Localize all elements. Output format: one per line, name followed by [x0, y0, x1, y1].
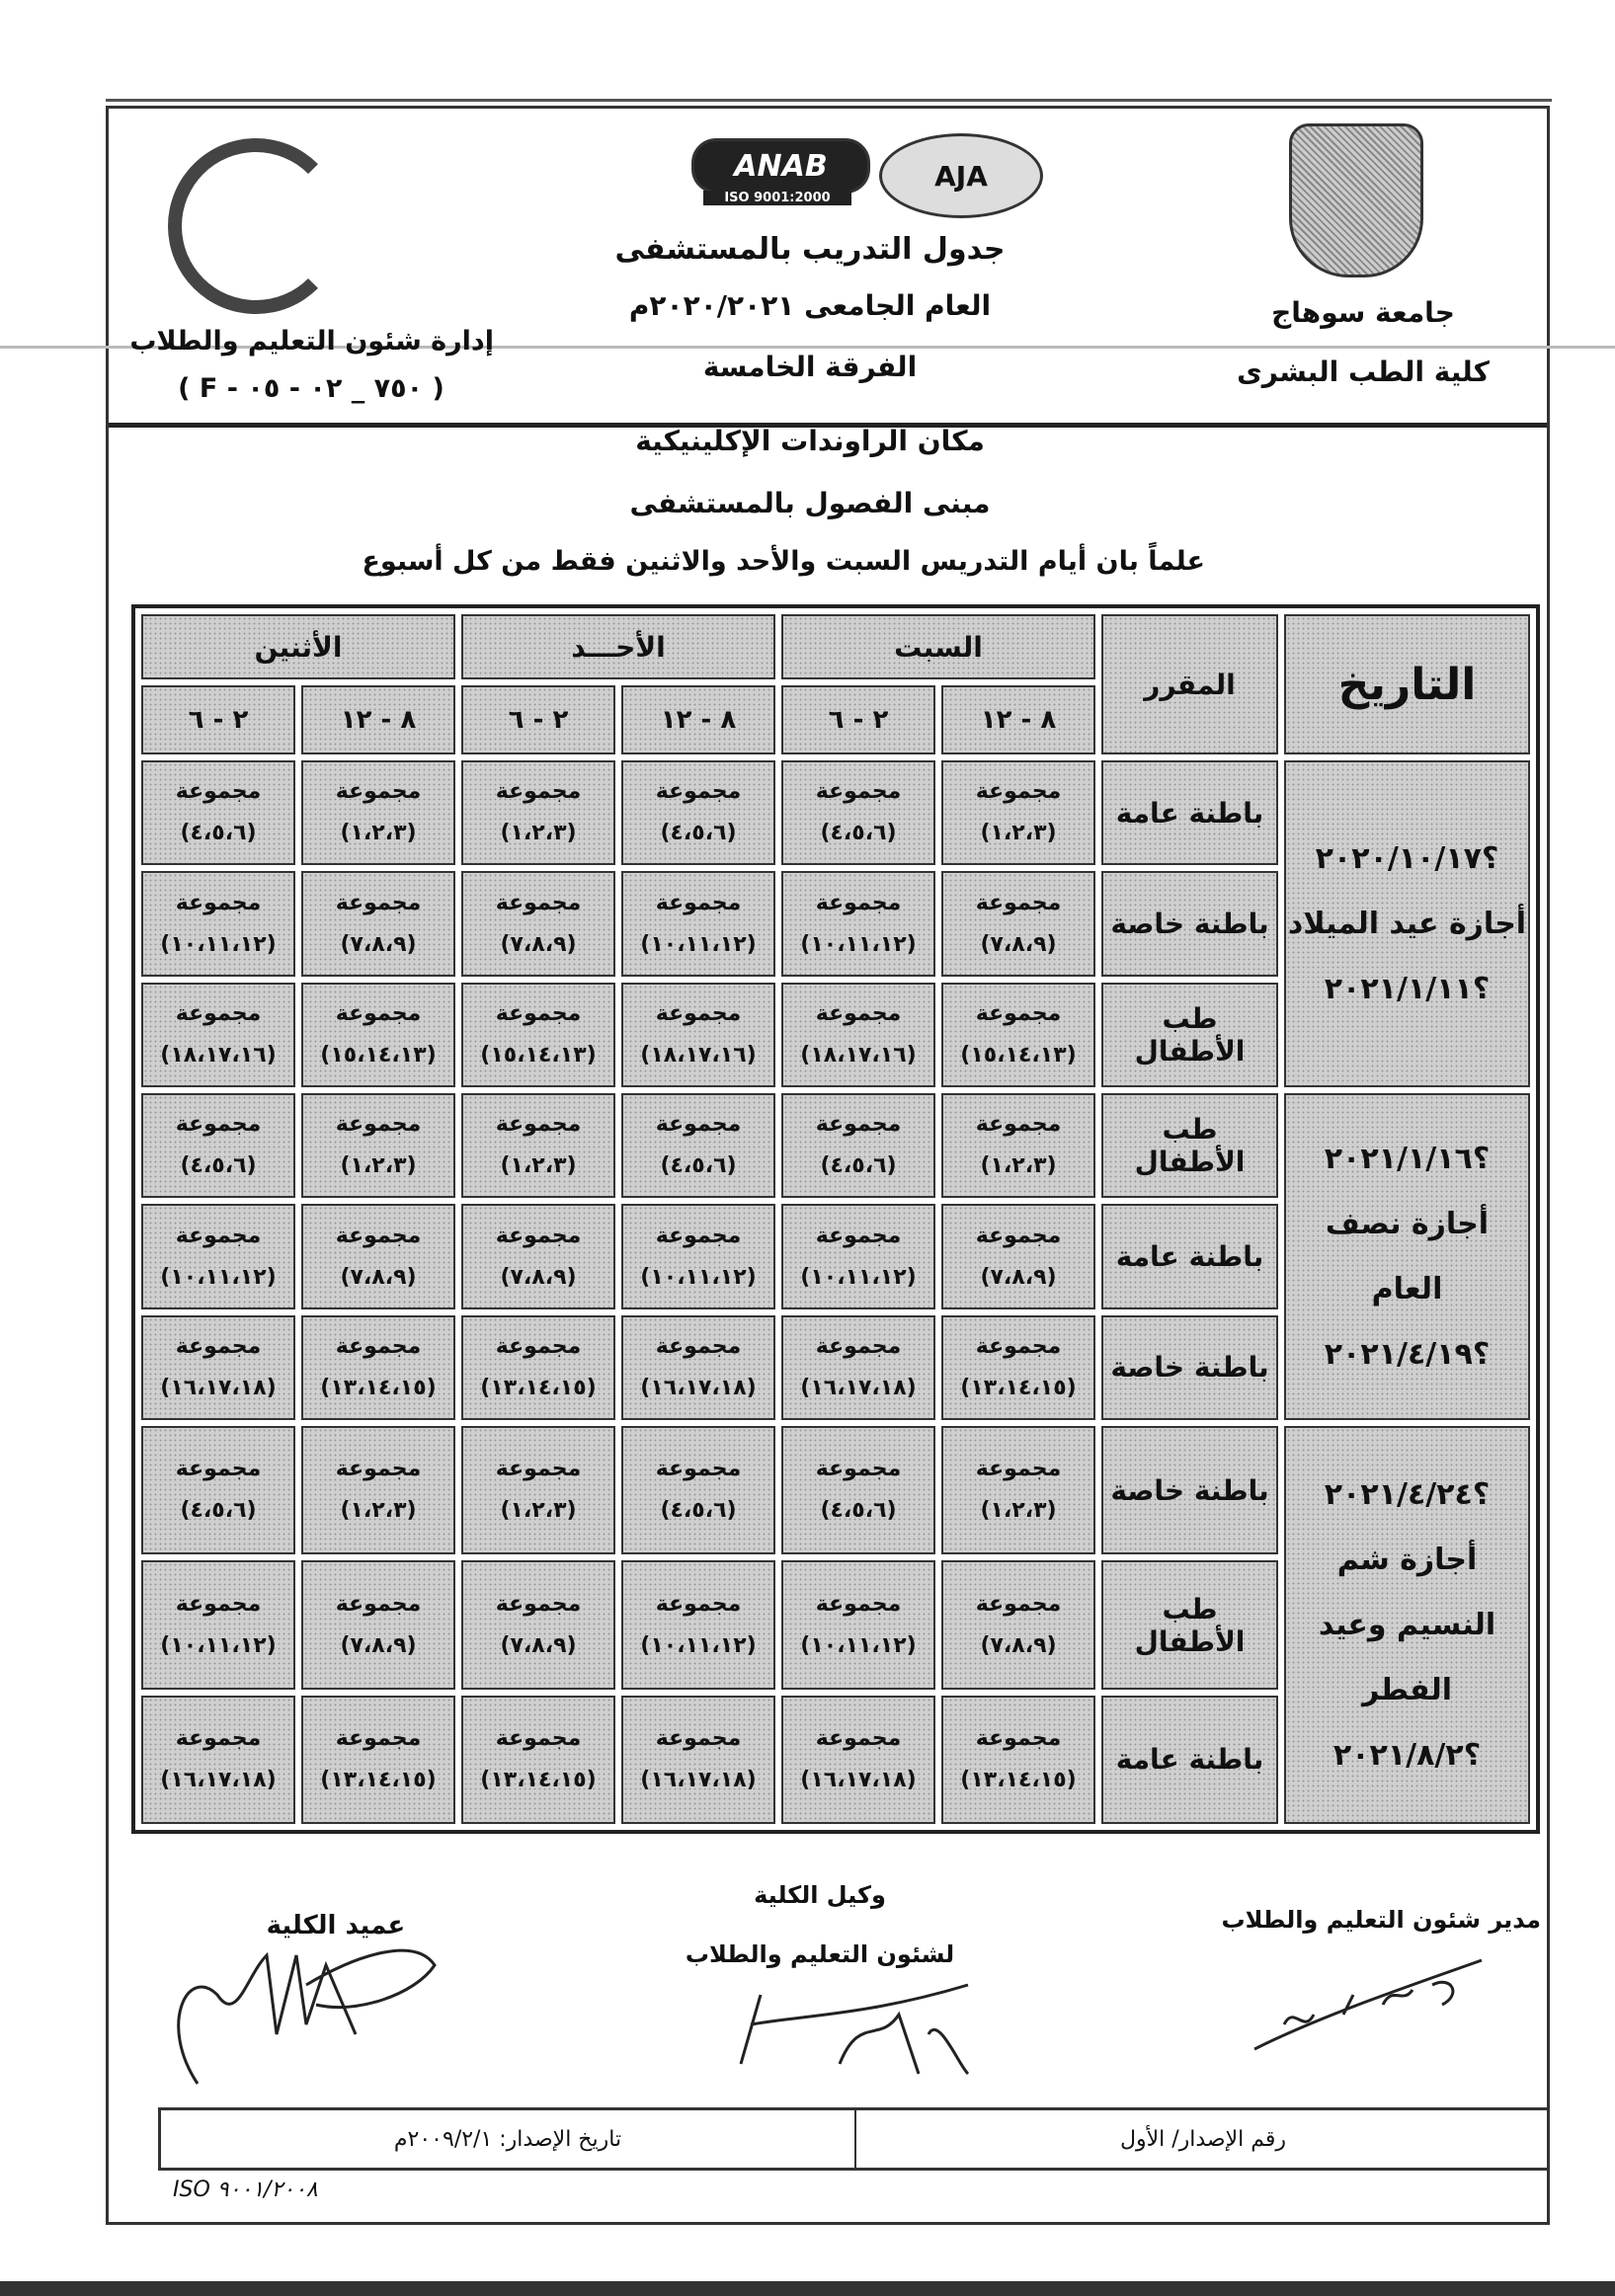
group-cell — [141, 871, 295, 976]
group-cell — [461, 983, 615, 1087]
grade-level: الفرقة الخامسة — [702, 351, 918, 383]
group-label: مجموعة — [175, 1334, 262, 1360]
group-cell — [781, 1426, 935, 1554]
group-cell — [461, 1204, 615, 1308]
group-cell — [461, 1560, 615, 1689]
group-label: مجموعة — [335, 1726, 422, 1752]
slot-header: ٢ - ٦ — [141, 685, 295, 754]
group-cell — [461, 1093, 615, 1198]
group-numbers: (١،٢،٣) — [980, 1498, 1057, 1524]
group-numbers: (٤،٥،٦) — [180, 821, 257, 846]
table-row — [141, 760, 1530, 865]
handwritten-signature — [158, 1936, 454, 2094]
date-from: ؟٢٠٢١/١/١٦ — [1324, 1141, 1491, 1176]
group-cell — [941, 871, 1095, 976]
holiday: أجازة شم النسيم وعيد الفطر — [1318, 1542, 1496, 1707]
course-cell: باطنة عامة — [1101, 1204, 1278, 1308]
group-numbers: (١٠،١١،١٢) — [640, 931, 757, 957]
issue-info-box — [158, 2107, 1550, 2171]
group-label: مجموعة — [335, 1001, 422, 1027]
group-cell — [301, 1560, 455, 1689]
date-to: ؟٢٠٢١/١/١١ — [1324, 971, 1491, 1006]
group-numbers: (١٣،١٤،١٥) — [480, 1767, 597, 1792]
group-numbers: (٤،٥،٦) — [660, 1498, 737, 1524]
bottom-border — [0, 2281, 1615, 2296]
group-label: مجموعة — [815, 779, 902, 805]
group-numbers: (١٨،١٧،١٦) — [160, 1042, 277, 1068]
col-header-course: المقرر — [1101, 614, 1278, 754]
rounds-location: مكان الراوندات الإكلينيكية — [635, 425, 985, 457]
course-cell: طب الأطفال — [1101, 1093, 1278, 1198]
group-cell — [141, 1315, 295, 1420]
issue-date: تاريخ الإصدار: ٢٠٠٩/٢/١م — [393, 2126, 622, 2152]
group-label: مجموعة — [655, 779, 742, 805]
group-numbers: (١٣،١٤،١٥) — [960, 1375, 1077, 1400]
group-numbers: (٧،٨،٩) — [980, 1632, 1057, 1658]
anab-logo: ANAB — [691, 138, 870, 194]
course-cell: باطنة خاصة — [1101, 1426, 1278, 1554]
group-label: مجموعة — [815, 1591, 902, 1617]
group-label: مجموعة — [335, 779, 422, 805]
slot-header: ٢ - ٦ — [781, 685, 935, 754]
group-label: مجموعة — [495, 1112, 582, 1138]
vice-dean-label-2: لشئون التعليم والطلاب — [685, 1940, 955, 1968]
course-cell: باطنة خاصة — [1101, 1315, 1278, 1420]
group-label: مجموعة — [175, 890, 262, 915]
group-cell — [461, 871, 615, 976]
group-numbers: (١٥،١٤،١٣) — [960, 1042, 1077, 1068]
group-cell — [461, 1315, 615, 1420]
teaching-days-note: علماً بان أيام التدريس السبت والأحد والاثنين فقط من كل أسبوع — [362, 546, 1205, 577]
group-cell — [301, 871, 455, 976]
group-cell — [781, 1315, 935, 1420]
group-cell — [781, 1560, 935, 1689]
group-numbers: (١،٢،٣) — [980, 821, 1057, 846]
schedule-body — [141, 760, 1530, 1824]
group-numbers: (١٣،١٤،١٥) — [320, 1767, 437, 1792]
group-numbers: (٧،٨،٩) — [340, 931, 417, 957]
handwritten-signature — [1245, 1955, 1501, 2054]
slot-header: ٨ - ١٢ — [621, 685, 775, 754]
group-cell — [941, 1696, 1095, 1824]
date-from: ؟٢٠٢٠/١٠/١٧ — [1315, 840, 1499, 876]
slot-header: ٨ - ١٢ — [941, 685, 1095, 754]
dean-signature-label: عميد الكلية — [266, 1911, 406, 1940]
table-row — [141, 1093, 1530, 1198]
group-numbers: (١٣،١٤،١٥) — [480, 1375, 597, 1400]
group-label: مجموعة — [975, 1001, 1062, 1027]
group-label: مجموعة — [335, 1223, 422, 1248]
group-label: مجموعة — [495, 1334, 582, 1360]
group-cell — [941, 760, 1095, 865]
group-label: مجموعة — [655, 1112, 742, 1138]
form-code: ( F - ٧٥٠ _ ٠٢ - ٠٥ ) — [178, 373, 444, 404]
group-label: مجموعة — [335, 1112, 422, 1138]
group-cell — [941, 1315, 1095, 1420]
iso-badge: ISO 9001:2000 — [703, 191, 851, 205]
group-cell — [301, 1204, 455, 1308]
group-cell — [781, 1093, 935, 1198]
group-label: مجموعة — [815, 1001, 902, 1027]
group-label: مجموعة — [495, 1591, 582, 1617]
group-cell — [461, 1426, 615, 1554]
group-label: مجموعة — [335, 890, 422, 915]
group-numbers: (١٣،١٤،١٥) — [960, 1767, 1077, 1792]
group-numbers: (١،٢،٣) — [980, 1153, 1057, 1179]
group-numbers: (١،٢،٣) — [340, 1153, 417, 1179]
group-label: مجموعة — [175, 1223, 262, 1248]
group-cell — [621, 1315, 775, 1420]
group-numbers: (٧،٨،٩) — [980, 931, 1057, 957]
group-numbers: (١٨،١٧،١٦) — [800, 1042, 917, 1068]
faculty-name: كلية الطب البشرى — [1237, 356, 1490, 388]
group-label: مجموعة — [815, 1334, 902, 1360]
group-label: مجموعة — [175, 1726, 262, 1752]
group-numbers: (١٣،١٤،١٥) — [320, 1375, 437, 1400]
director-signature-label: مدير شئون التعليم والطلاب — [1221, 1906, 1541, 1934]
group-numbers: (١٠،١١،١٢) — [160, 931, 277, 957]
group-numbers: (١٠،١١،١٢) — [800, 931, 917, 957]
group-numbers: (١٦،١٧،١٨) — [640, 1375, 757, 1400]
group-label: مجموعة — [175, 779, 262, 805]
group-cell — [621, 871, 775, 976]
group-numbers: (١٥،١٤،١٣) — [480, 1042, 597, 1068]
group-numbers: (١٦،١٧،١٨) — [800, 1375, 917, 1400]
group-numbers: (٧،٨،٩) — [500, 1264, 577, 1290]
group-cell — [941, 1204, 1095, 1308]
issue-number: رقم الإصدار/ الأول — [854, 2110, 1550, 2168]
group-numbers: (١٠،١١،١٢) — [800, 1264, 917, 1290]
schedule-table-frame — [131, 604, 1540, 1834]
group-cell — [301, 1315, 455, 1420]
group-cell — [621, 760, 775, 865]
table-row — [141, 1426, 1530, 1554]
group-cell — [301, 983, 455, 1087]
group-numbers: (٤،٥،٦) — [180, 1153, 257, 1179]
group-cell — [461, 1696, 615, 1824]
group-numbers: (٧،٨،٩) — [340, 1264, 417, 1290]
group-label: مجموعة — [655, 1591, 742, 1617]
academic-year: العام الجامعى ٢٠٢٠/٢٠٢١م — [628, 289, 992, 322]
group-cell — [941, 1560, 1095, 1689]
day-sunday: الأحـــد — [461, 614, 775, 679]
day-saturday: السبت — [781, 614, 1095, 679]
group-cell — [781, 1696, 935, 1824]
group-cell — [301, 1696, 455, 1824]
building-name: مبنى الفصول بالمستشفى — [629, 487, 991, 519]
group-numbers: (١٠،١١،١٢) — [800, 1632, 917, 1658]
group-cell — [621, 1696, 775, 1824]
group-numbers: (٧،٨،٩) — [500, 1632, 577, 1658]
group-label: مجموعة — [175, 1001, 262, 1027]
faculty-logo — [168, 138, 344, 314]
aja-logo: AJA — [879, 133, 1043, 218]
group-label: مجموعة — [495, 1457, 582, 1482]
vice-dean-label: وكيل الكلية — [754, 1881, 886, 1909]
group-cell — [621, 1560, 775, 1689]
group-label: مجموعة — [655, 1223, 742, 1248]
group-numbers: (١٦،١٧،١٨) — [160, 1767, 277, 1792]
group-label: مجموعة — [815, 1223, 902, 1248]
date-range-cell — [1284, 1093, 1530, 1420]
col-header-date: التاريخ — [1284, 614, 1530, 754]
group-cell — [941, 1093, 1095, 1198]
group-label: مجموعة — [655, 1334, 742, 1360]
schedule-table — [135, 608, 1536, 1830]
handwritten-signature — [721, 1975, 988, 2084]
group-label: مجموعة — [815, 1726, 902, 1752]
group-label: مجموعة — [495, 890, 582, 915]
group-label: مجموعة — [335, 1591, 422, 1617]
group-label: مجموعة — [335, 1334, 422, 1360]
group-numbers: (٤،٥،٦) — [660, 1153, 737, 1179]
course-cell: باطنة عامة — [1101, 1696, 1278, 1824]
group-cell — [941, 1426, 1095, 1554]
group-numbers: (١،٢،٣) — [500, 821, 577, 846]
group-cell — [621, 1426, 775, 1554]
group-numbers: (١٦،١٧،١٨) — [800, 1767, 917, 1792]
date-from: ؟٢٠٢١/٤/٢٤ — [1324, 1476, 1491, 1512]
group-label: مجموعة — [175, 1457, 262, 1482]
group-cell — [781, 760, 935, 865]
group-label: مجموعة — [655, 890, 742, 915]
group-label: مجموعة — [175, 1112, 262, 1138]
group-label: مجموعة — [975, 1591, 1062, 1617]
group-label: مجموعة — [495, 779, 582, 805]
group-cell — [621, 1204, 775, 1308]
university-crest-logo — [1289, 123, 1423, 277]
group-numbers: (١،٢،٣) — [500, 1498, 577, 1524]
day-monday: الأثنين — [141, 614, 455, 679]
group-numbers: (٤،٥،٦) — [820, 821, 897, 846]
group-numbers: (٤،٥،٦) — [660, 821, 737, 846]
group-cell — [141, 1426, 295, 1554]
group-cell — [301, 1093, 455, 1198]
group-cell — [301, 760, 455, 865]
group-numbers: (١٠،١١،١٢) — [160, 1264, 277, 1290]
group-cell — [461, 760, 615, 865]
group-numbers: (١،٢،٣) — [340, 1498, 417, 1524]
group-label: مجموعة — [495, 1223, 582, 1248]
date-range-cell — [1284, 1426, 1530, 1824]
group-numbers: (١٠،١١،١٢) — [640, 1264, 757, 1290]
group-numbers: (١،٢،٣) — [500, 1153, 577, 1179]
group-cell — [141, 1204, 295, 1308]
group-numbers: (١٦،١٧،١٨) — [160, 1375, 277, 1400]
course-cell: باطنة خاصة — [1101, 871, 1278, 976]
group-numbers: (١٨،١٧،١٦) — [640, 1042, 757, 1068]
group-numbers: (١٠،١١،١٢) — [160, 1632, 277, 1658]
holiday: أجازة عيد الميلاد — [1287, 906, 1527, 941]
group-label: مجموعة — [975, 779, 1062, 805]
group-numbers: (٧،٨،٩) — [340, 1632, 417, 1658]
group-label: مجموعة — [975, 1223, 1062, 1248]
slot-header: ٢ - ٦ — [461, 685, 615, 754]
group-cell — [141, 1093, 295, 1198]
date-range-cell — [1284, 760, 1530, 1087]
group-cell — [621, 983, 775, 1087]
course-cell: طب الأطفال — [1101, 1560, 1278, 1689]
group-label: مجموعة — [975, 1112, 1062, 1138]
group-cell — [301, 1426, 455, 1554]
group-numbers: (٤،٥،٦) — [180, 1498, 257, 1524]
group-cell — [141, 1696, 295, 1824]
group-label: مجموعة — [815, 890, 902, 915]
group-cell — [621, 1093, 775, 1198]
group-cell — [781, 871, 935, 976]
course-cell: باطنة عامة — [1101, 760, 1278, 865]
group-numbers: (٤،٥،٦) — [820, 1153, 897, 1179]
group-numbers: (١٦،١٧،١٨) — [640, 1767, 757, 1792]
group-label: مجموعة — [815, 1112, 902, 1138]
group-cell — [941, 983, 1095, 1087]
iso-standard: ISO ٩٠٠١/٢٠٠٨ — [173, 2177, 318, 2202]
group-label: مجموعة — [975, 1457, 1062, 1482]
group-cell — [141, 983, 295, 1087]
group-numbers: (١،٢،٣) — [340, 821, 417, 846]
group-label: مجموعة — [815, 1457, 902, 1482]
group-label: مجموعة — [975, 1726, 1062, 1752]
group-cell — [141, 760, 295, 865]
group-cell — [781, 1204, 935, 1308]
group-numbers: (٧،٨،٩) — [500, 931, 577, 957]
holiday: أجازة نصف العام — [1325, 1206, 1490, 1306]
group-numbers: (١٠،١١،١٢) — [640, 1632, 757, 1658]
university-name: جامعة سوهاج — [1271, 296, 1455, 329]
group-label: مجموعة — [335, 1457, 422, 1482]
group-numbers: (٤،٥،٦) — [820, 1498, 897, 1524]
top-border — [106, 99, 1552, 102]
page-title: جدول التدريب بالمستشفى — [614, 232, 1006, 267]
group-numbers: (١٥،١٤،١٣) — [320, 1042, 437, 1068]
group-label: مجموعة — [655, 1457, 742, 1482]
group-numbers: (٧،٨،٩) — [980, 1264, 1057, 1290]
group-label: مجموعة — [975, 890, 1062, 915]
group-cell — [781, 983, 935, 1087]
date-to: ؟٢٠٢١/٤/١٩ — [1324, 1336, 1491, 1372]
slot-header: ٨ - ١٢ — [301, 685, 455, 754]
date-to: ؟٢٠٢١/٨/٢ — [1332, 1737, 1482, 1773]
group-label: مجموعة — [655, 1726, 742, 1752]
department-name: إدارة شئون التعليم والطلاب — [129, 326, 494, 356]
group-label: مجموعة — [495, 1726, 582, 1752]
course-cell: طب الأطفال — [1101, 983, 1278, 1087]
group-label: مجموعة — [175, 1591, 262, 1617]
group-cell — [141, 1560, 295, 1689]
group-label: مجموعة — [655, 1001, 742, 1027]
group-label: مجموعة — [975, 1334, 1062, 1360]
group-label: مجموعة — [495, 1001, 582, 1027]
